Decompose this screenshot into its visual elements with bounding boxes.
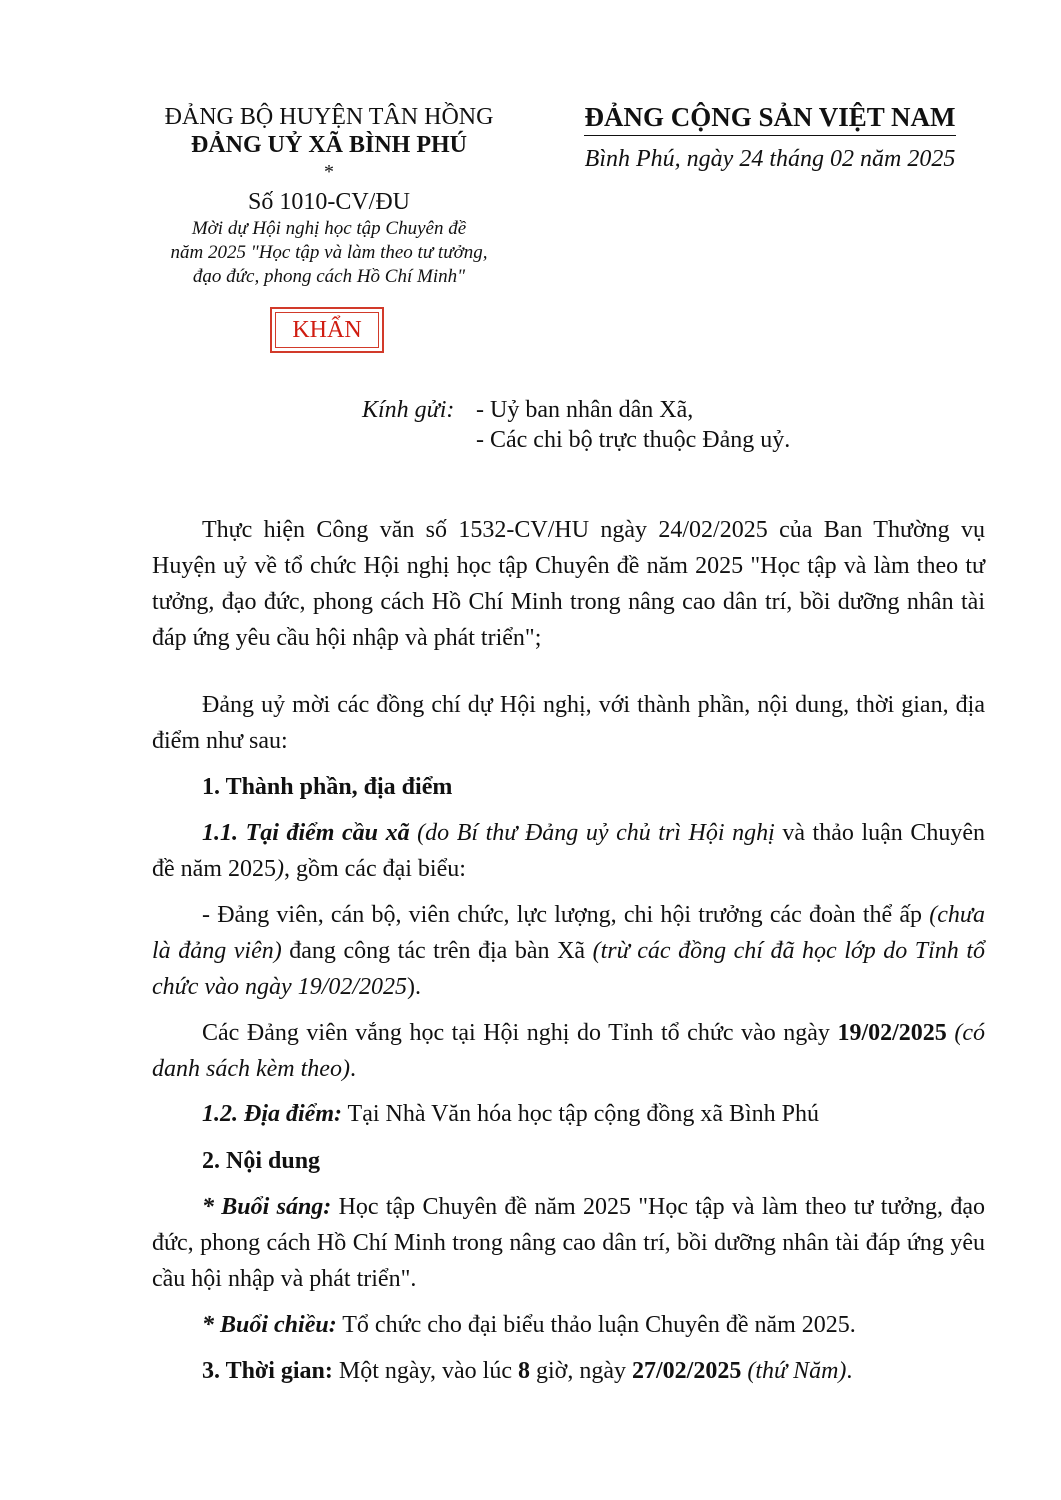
absent-date: 19/02/2025 bbox=[837, 1020, 947, 1046]
subsection-text: và thảo luận Chuyên đề năm 2025 bbox=[152, 820, 985, 882]
subsection-note: (do Bí thư Đảng uỷ chủ trì Hội nghị bbox=[409, 820, 775, 846]
item-text: - Đảng viên, cán bộ, viên chức, lực lượng, chi hội trưởng các đoàn thể ấp bbox=[202, 902, 930, 928]
section-heading: 1. Thành phần, địa điểm bbox=[202, 774, 453, 800]
issuing-authority-block bbox=[148, 103, 510, 289]
afternoon-text: Tổ chức cho đại biểu thảo luận Chuyên đề năm 2025. bbox=[336, 1312, 856, 1338]
urgent-stamp bbox=[270, 307, 384, 353]
schedule-paragraph bbox=[152, 1189, 985, 1297]
subsection-paragraph bbox=[152, 815, 985, 887]
body-paragraph bbox=[152, 1015, 985, 1087]
time-text: . bbox=[846, 1358, 853, 1384]
recipient-item: - Uỷ ban nhân dân Xã, bbox=[476, 397, 694, 423]
parent-org-name: ĐẢNG BỘ HUYỆN TÂN HỒNG bbox=[164, 104, 494, 130]
time-label: 3. Thời gian: bbox=[202, 1358, 333, 1384]
document-summary-line: năm 2025 "Học tập và làm theo tư tưởng, bbox=[170, 242, 488, 263]
afternoon-label: * Buổi chiều: bbox=[202, 1312, 337, 1338]
recipient-item: - Các chi bộ trực thuộc Đảng uỷ. bbox=[476, 427, 791, 453]
attachment-note: (có danh sách kèm theo) bbox=[152, 1020, 986, 1082]
party-name-heading: ĐẢNG CỘNG SẢN VIỆT NAM bbox=[584, 100, 955, 136]
venue-text: Tại Nhà Văn hóa học tập cộng đồng xã Bình Phú bbox=[341, 1101, 820, 1127]
recipients-label: Kính gửi: bbox=[362, 397, 455, 423]
place-and-date: Bình Phú, ngày 24 tháng 02 năm 2025 bbox=[584, 146, 956, 172]
time-text: Một ngày, vào lúc bbox=[332, 1358, 518, 1384]
morning-label: * Buổi sáng: bbox=[202, 1194, 332, 1220]
section-heading: 2. Nội dung bbox=[202, 1148, 321, 1174]
morning-text: Học tập Chuyên đề năm 2025 "Học tập và làm theo tư tưởng, đạo đức, phong cách Hồ Chí Minh trong nâng cao dân trí, bồi dưỡng nhân tài đáp ứng yêu cầu hội nhập và phát triển". bbox=[152, 1194, 985, 1292]
body-paragraph: Đảng uỷ mời các đồng chí dự Hội nghị, với thành phần, nội dung, thời gian, địa điểm như sau: bbox=[152, 692, 985, 754]
time-text: giờ, ngày bbox=[529, 1358, 632, 1384]
recipients-block bbox=[362, 395, 791, 453]
weekday: (thứ Năm) bbox=[747, 1358, 847, 1384]
document-summary-line: Mời dự Hội nghị học tập Chuyên đề bbox=[191, 218, 467, 239]
time-hour: 8 bbox=[517, 1358, 530, 1384]
issuing-org-name: ĐẢNG UỶ XÃ BÌNH PHÚ bbox=[191, 132, 467, 158]
body-paragraph: Thực hiện Công văn số 1532-CV/HU ngày 24/02/2025 của Ban Thường vụ Huyện uỷ về tổ chức Hội nghị học tập Chuyên đề năm 2025 "Học tập và làm theo tư tưởng, đạo đức, phong cách Hồ Chí Minh trong nâng cao dân trí, bồi dưỡng nhân tài đáp ứng yêu cầu hội nhập và phát triển"; bbox=[152, 517, 985, 651]
subsection-label: 1.1. Tại điểm cầu xã bbox=[202, 820, 410, 846]
item-text: đang công tác trên địa bàn Xã bbox=[281, 938, 593, 964]
subsection-note: ) bbox=[275, 856, 284, 882]
item-note: (chưa là đảng viên) bbox=[152, 902, 985, 964]
item-text: ). bbox=[407, 974, 422, 1000]
national-heading-block bbox=[560, 100, 980, 174]
paragraph-text: Các Đảng viên vắng học tại Hội nghị do Tỉnh tổ chức vào ngày bbox=[202, 1020, 838, 1046]
subsection-label: 1.2. Địa điểm: bbox=[202, 1101, 342, 1127]
urgent-stamp-label: KHẨN bbox=[275, 312, 379, 348]
document-number: Số 1010-CV/ĐU bbox=[247, 189, 410, 215]
item-note: (trừ các đồng chí đã học lớp do Tỉnh tổ chức vào ngày 19/02/2025 bbox=[152, 938, 986, 1000]
schedule-paragraph bbox=[152, 1307, 985, 1343]
document-summary-line: đạo đức, phong cách Hồ Chí Minh" bbox=[192, 266, 466, 287]
subsection-paragraph bbox=[152, 1096, 985, 1132]
subsection-text: , gồm các đại biểu: bbox=[283, 856, 466, 882]
paragraph-text: . bbox=[349, 1056, 356, 1082]
attendee-list-item bbox=[152, 897, 985, 1005]
event-date: 27/02/2025 bbox=[631, 1358, 742, 1384]
time-paragraph bbox=[152, 1353, 985, 1389]
separator-star: * bbox=[324, 161, 334, 183]
